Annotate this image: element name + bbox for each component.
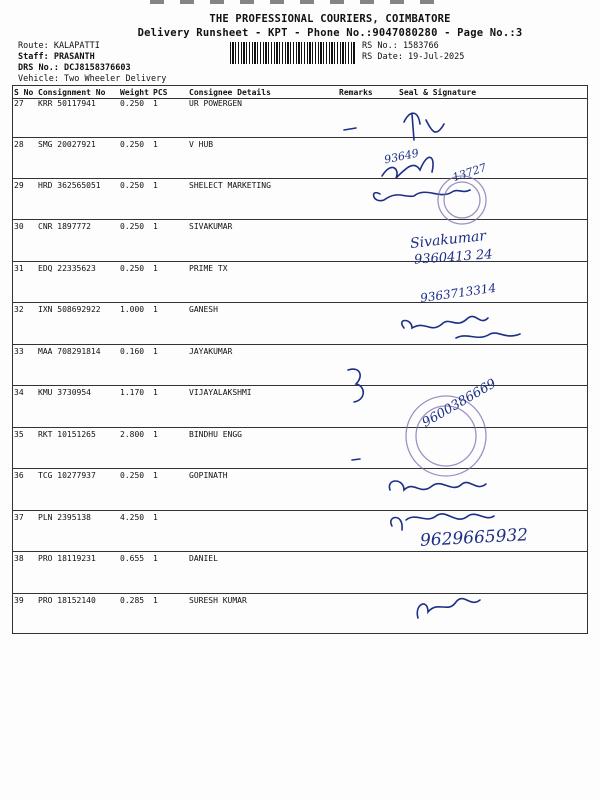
col-pcs: PCS xyxy=(153,88,168,97)
row-consignment: TCG 10277937 xyxy=(38,471,96,480)
handwritten-name: Sivakumar xyxy=(409,228,487,252)
row-pcs: 1 xyxy=(153,181,158,190)
row-weight: 2.800 xyxy=(120,430,145,439)
row-consignee: VIJAYALAKSHMI xyxy=(189,388,252,397)
staff-label: Staff: PRASANTH xyxy=(18,52,95,62)
row-weight: 0.250 xyxy=(120,99,145,108)
row-consignee: GANESH xyxy=(189,305,218,314)
row-sno: 27 xyxy=(14,99,24,108)
row-pcs: 1 xyxy=(153,554,158,563)
signature xyxy=(417,599,480,618)
row-sno: 36 xyxy=(14,471,24,480)
col-remarks: Remarks xyxy=(339,88,373,97)
row-weight: 1.000 xyxy=(120,305,145,314)
row-pcs: 1 xyxy=(153,513,158,522)
signature xyxy=(456,333,520,338)
signature xyxy=(389,481,486,490)
row-consignment: HRD 362565051 xyxy=(38,181,101,190)
row-pcs: 1 xyxy=(153,140,158,149)
row-consignee: GOPINATH xyxy=(189,471,228,480)
row-consignment: CNR 1897772 xyxy=(38,222,91,231)
row-consignee: PRIME TX xyxy=(189,264,228,273)
row-consignment: SMG 20027921 xyxy=(38,140,96,149)
vehicle-label: Vehicle: Two Wheeler Delivery xyxy=(18,74,167,84)
row-weight: 0.250 xyxy=(120,140,145,149)
row-pcs: 1 xyxy=(153,430,158,439)
row-sno: 37 xyxy=(14,513,24,522)
signature xyxy=(374,190,470,201)
row-weight: 0.250 xyxy=(120,181,145,190)
row-pcs: 1 xyxy=(153,305,158,314)
row-weight: 0.655 xyxy=(120,554,145,563)
row-sno: 32 xyxy=(14,305,24,314)
handwritten-note: 93649 xyxy=(383,146,420,167)
row-weight: 0.250 xyxy=(120,222,145,231)
row-sno: 34 xyxy=(14,388,24,397)
row-sno: 39 xyxy=(14,596,24,605)
row-consignment: KMU 3730954 xyxy=(38,388,91,397)
handwritten-note: 13727 xyxy=(450,160,489,185)
col-sno: S No xyxy=(14,88,34,97)
row-sno: 38 xyxy=(14,554,24,563)
col-consignment: Consignment No xyxy=(38,88,106,97)
row-consignee: DANIEL xyxy=(189,554,218,563)
row-sno: 29 xyxy=(14,181,24,190)
row-pcs: 1 xyxy=(153,222,158,231)
row-consignee: V HUB xyxy=(189,140,214,149)
remark-bracket xyxy=(348,369,363,402)
remark-tick xyxy=(352,459,360,460)
row-sno: 30 xyxy=(14,222,24,231)
row-consignment: KRR 50117941 xyxy=(38,99,96,108)
col-weight: Weight xyxy=(120,88,149,97)
row-pcs: 1 xyxy=(153,347,158,356)
row-pcs: 1 xyxy=(153,471,158,480)
drs-label: DRS No.: DCJ8158376603 xyxy=(18,63,131,73)
row-pcs: 1 xyxy=(153,596,158,605)
row-consignee: UR POWERGEN xyxy=(189,99,242,108)
row-sno: 28 xyxy=(14,140,24,149)
row-weight: 1.170 xyxy=(120,388,145,397)
signature xyxy=(404,113,444,140)
row-consignment: PLN 2395138 xyxy=(38,513,91,522)
row-pcs: 1 xyxy=(153,264,158,273)
row-consignment: IXN 508692922 xyxy=(38,305,101,314)
rs-number: RS No.: 1583766 xyxy=(362,41,439,51)
col-consignee: Consignee Details xyxy=(189,88,271,97)
runsheet-subtitle: Delivery Runsheet - KPT - Phone No.:9047080280 - Page No.:3 xyxy=(137,27,523,39)
handwritten-phone: 9600386669 xyxy=(419,376,499,431)
row-weight: 0.250 xyxy=(120,471,145,480)
row-consignment: PRO 18119231 xyxy=(38,554,96,563)
row-weight: 0.250 xyxy=(120,264,145,273)
row-weight: 0.285 xyxy=(120,596,145,605)
row-consignee: BINDHU ENGG xyxy=(189,430,242,439)
handwritten-phone: 9629665932 xyxy=(419,525,529,551)
remark-tick xyxy=(344,128,356,130)
row-sno: 33 xyxy=(14,347,24,356)
row-consignee: JAYAKUMAR xyxy=(189,347,233,356)
row-pcs: 1 xyxy=(153,99,158,108)
seal-stamp xyxy=(438,176,486,224)
row-consignment: MAA 708291814 xyxy=(38,347,101,356)
row-weight: 4.250 xyxy=(120,513,145,522)
handwritten-phone: 9363713314 xyxy=(419,280,497,306)
row-sno: 35 xyxy=(14,430,24,439)
signature xyxy=(402,316,488,328)
row-consignment: RKT 10151265 xyxy=(38,430,96,439)
row-consignee: SURESH KUMAR xyxy=(189,596,247,605)
col-seal-signature: Seal & Signature xyxy=(399,88,477,97)
row-consignee: SIVAKUMAR xyxy=(189,222,233,231)
handwritten-phone: 9360413 24 xyxy=(413,247,494,268)
row-consignee: SHELECT MARKETING xyxy=(189,181,271,190)
rs-date: RS Date: 19-Jul-2025 xyxy=(362,52,465,62)
row-pcs: 1 xyxy=(153,388,158,397)
company-title: THE PROFESSIONAL COURIERS, COIMBATORE xyxy=(209,13,451,25)
row-weight: 0.160 xyxy=(120,347,145,356)
row-sno: 31 xyxy=(14,264,24,273)
row-consignment: EDQ 22335623 xyxy=(38,264,96,273)
route-label: Route: KALAPATTI xyxy=(18,41,100,51)
row-consignment: PRO 18152140 xyxy=(38,596,96,605)
